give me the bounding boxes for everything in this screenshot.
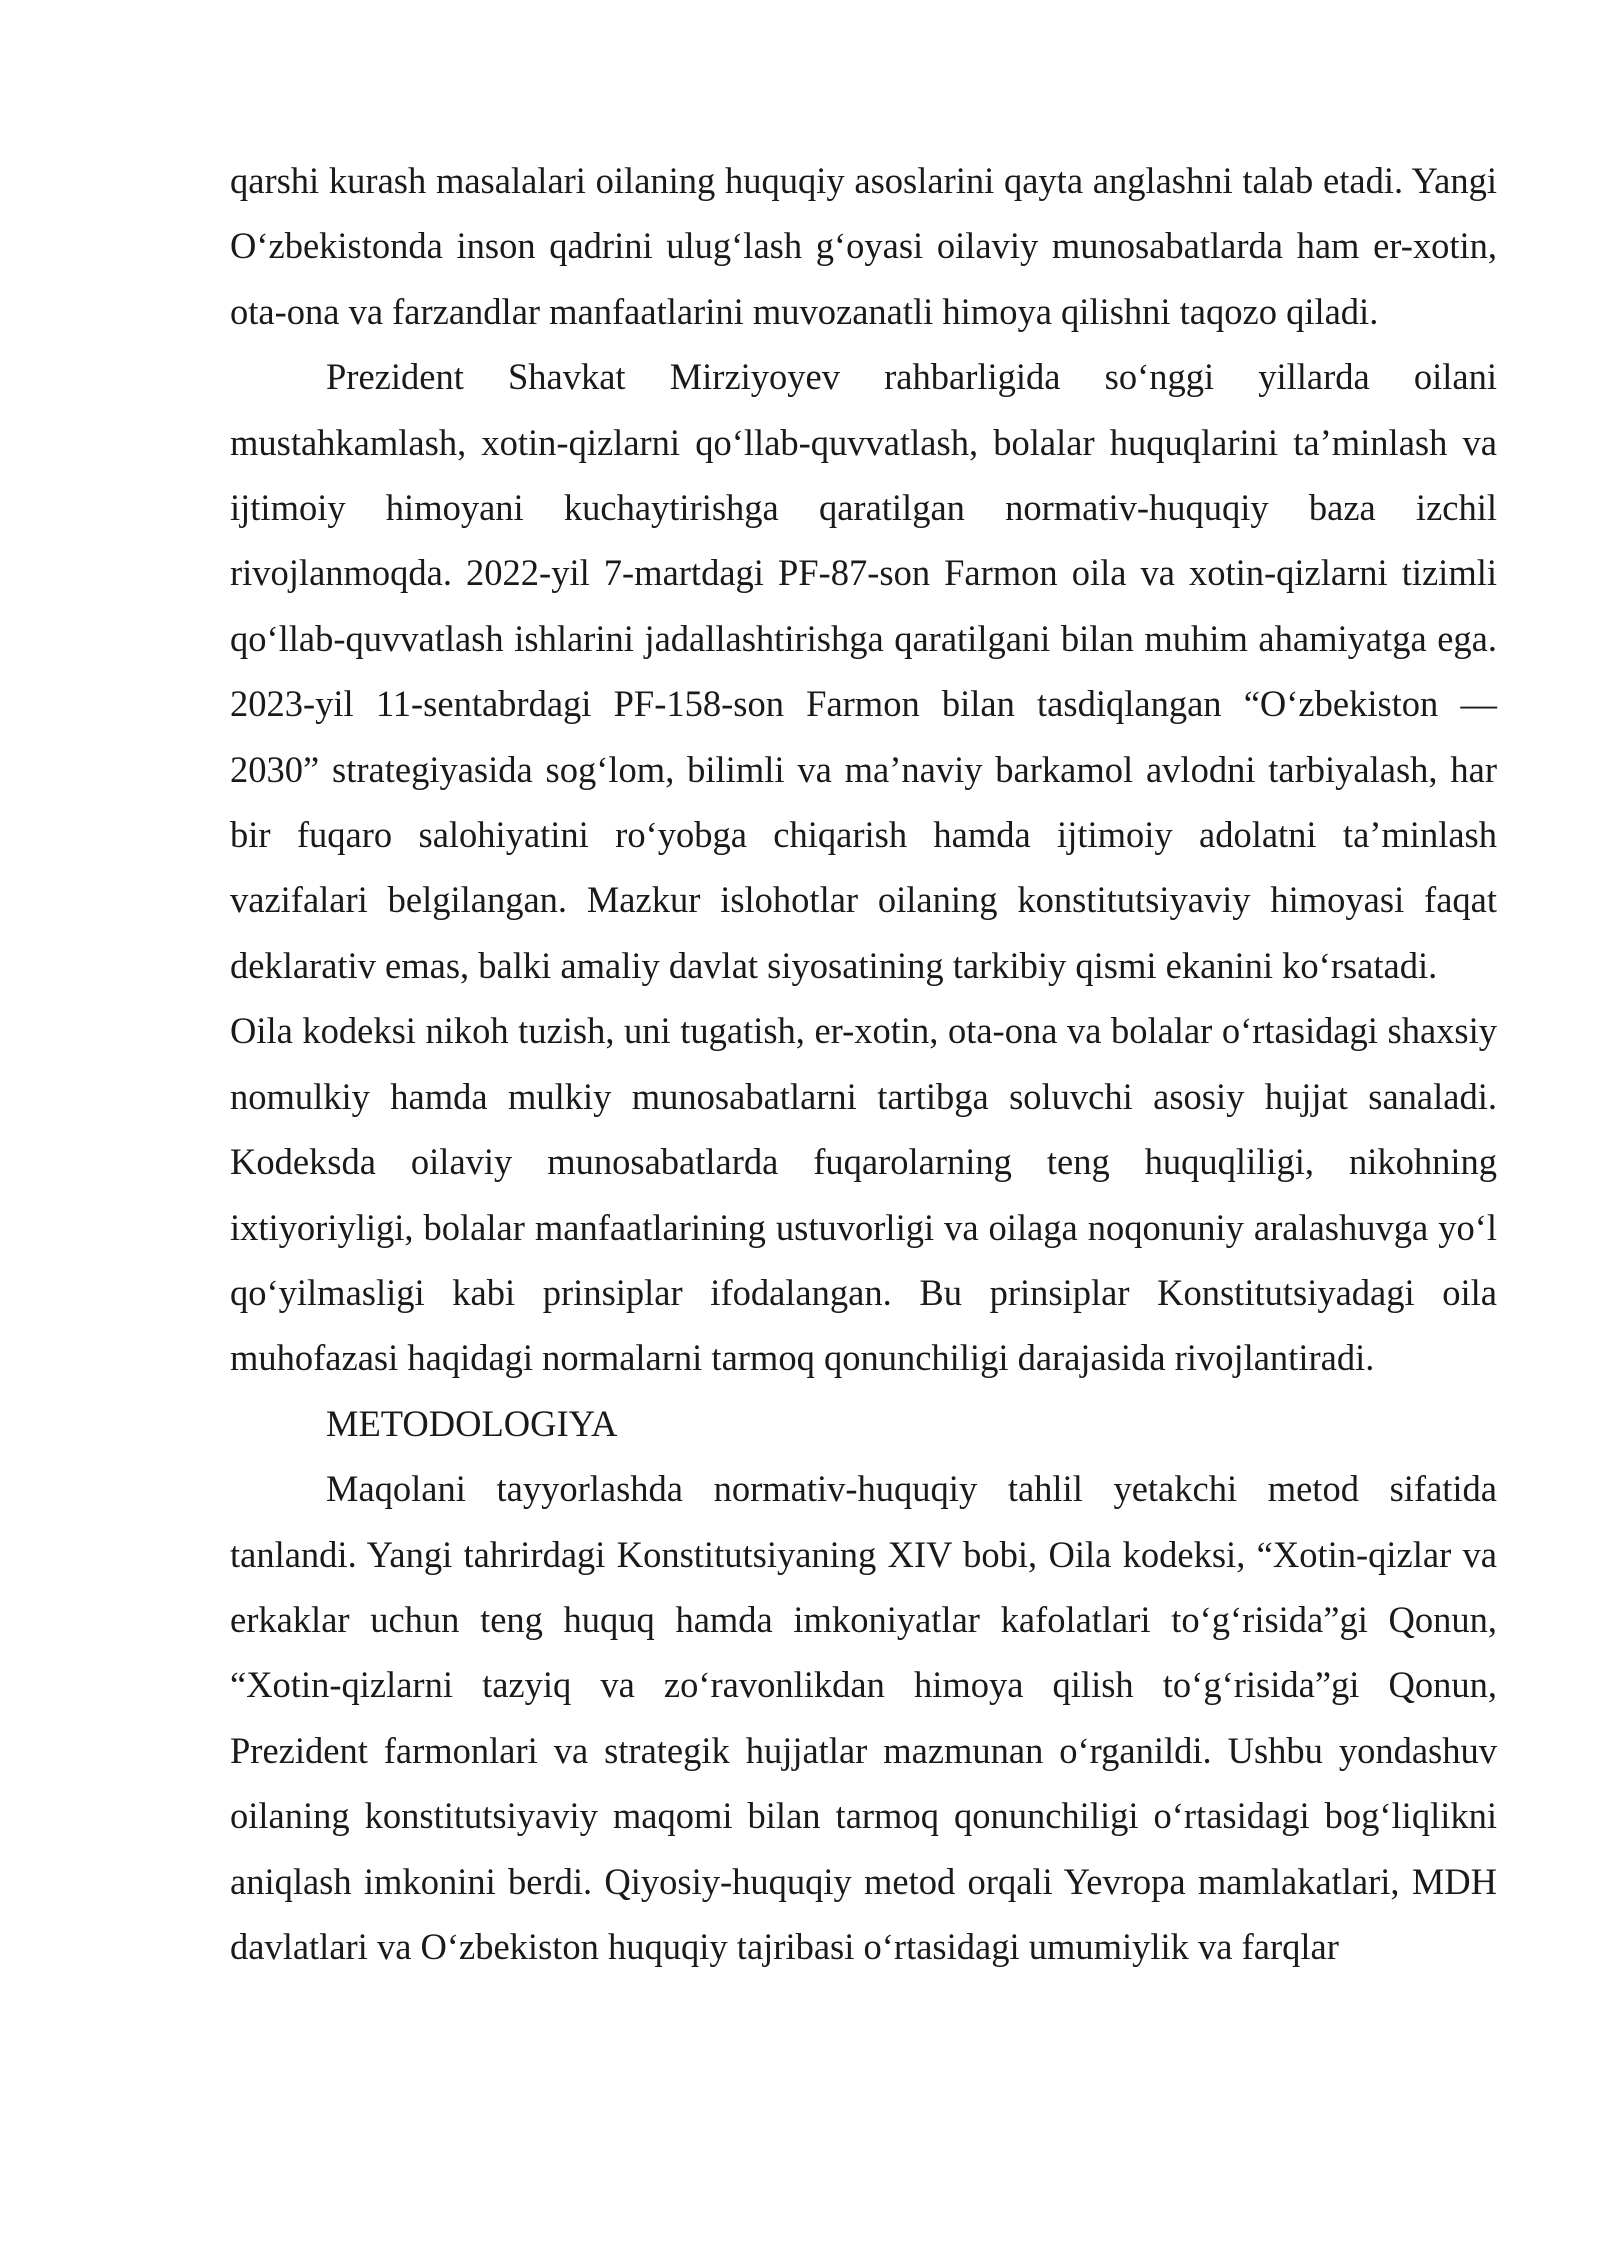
paragraph-methodology: Maqolani tayyorlashda normativ-huquqiy tahlil yetakchi metod sifatida tanlandi. Yangi tahrirdagi Konstitutsiyaning XIV bobi, Oila kodeksi, “Xotin-qizlar va erkaklar uchun teng huquq hamda imkoniyatlar kafolatlari to‘g‘risida”gi Qonun, “Xotin-qizlarni tazyiq va zo‘ravonlikdan himoya qilish to‘g‘risida”gi Qonun, Prezident farmonlari va strategik hujjatlar mazmunan o‘rganildi. Ushbu yondashuv oilaning konstitutsiyaviy maqomi bilan tarmoq qonunchiligi o‘rtasidagi bog‘liqlikni aniqlash imkonini berdi. Qiyosiy-huquqiy metod orqali Yevropa mamlakatlari, MDH davlatlari va O‘zbekiston huquqiy tajribasi o‘rtasidagi umumiylik va farqlar (230, 1468, 1497, 1967)
document-page (230, 148, 1497, 1979)
paragraph-family-code: Oila kodeksi nikoh tuzish, uni tugatish, er-xotin, ota-ona va bolalar o‘rtasidagi shaxsiy nomulkiy hamda mulkiy munosabatlarni tartibga soluvchi asosiy hujjat sanaladi. Kodeksda oilaviy munosabatlarda fuqarolarning teng huquqliligi, nikohning ixtiyoriyligi, bolalar manfaatlarining ustuvorligi va oilaga noqonuniy aralashuvga yo‘l qo‘yilmasligi kabi prinsiplar ifodalangan. Bu prinsiplar Konstitutsiyadagi oila muhofazasi haqidagi normalarni tarmoq qonunchiligi darajasida rivojlantiradi. (230, 1010, 1497, 1379)
section-heading-methodology: METODOLOGIYA (326, 1402, 618, 1444)
paragraph-intro-continuation: qarshi kurash masalalari oilaning huquqiy asoslarini qayta anglashni talab etadi. Yangi O‘zbekistonda inson qadrini ulug‘lash g‘oyasi oilaviy munosabatlarda ham er-xotin, ota-ona va farzandlar manfaatlarini muvozanatli himoya qilishni taqozo qiladi. (230, 160, 1497, 332)
paragraph-president-reforms: Prezident Shavkat Mirziyoyev rahbarligida so‘nggi yillarda oilani mustahkamlash, xotin-qizlarni qo‘llab-quvvatlash, bolalar huquqlarini ta’minlash va ijtimoiy himoyani kuchaytirishga qaratilgan normativ-huquqiy baza izchil rivojlanmoqda. 2022-yil 7-martdagi PF-87-son Farmon oila va xotin-qizlarni tizimli qo‘llab-quvvatlash ishlarini jadallashtirishga qaratilgani bilan muhim ahamiyatga ega. 2023-yil 11-sentabrdagi PF-158-son Farmon bilan tasdiqlangan “O‘zbekiston — 2030” strategiyasida sog‘lom, bilimli va ma’naviy barkamol avlodni tarbiyalash, har bir fuqaro salohiyatini ro‘yobga chiqarish hamda ijtimoiy adolatni ta’minlash vazifalari belgilangan. Mazkur islohotlar oilaning konstitutsiyaviy himoyasi faqat deklarativ emas, balki amaliy davlat siyosatining tarkibiy qismi ekanini ko‘rsatadi. (230, 356, 1497, 986)
